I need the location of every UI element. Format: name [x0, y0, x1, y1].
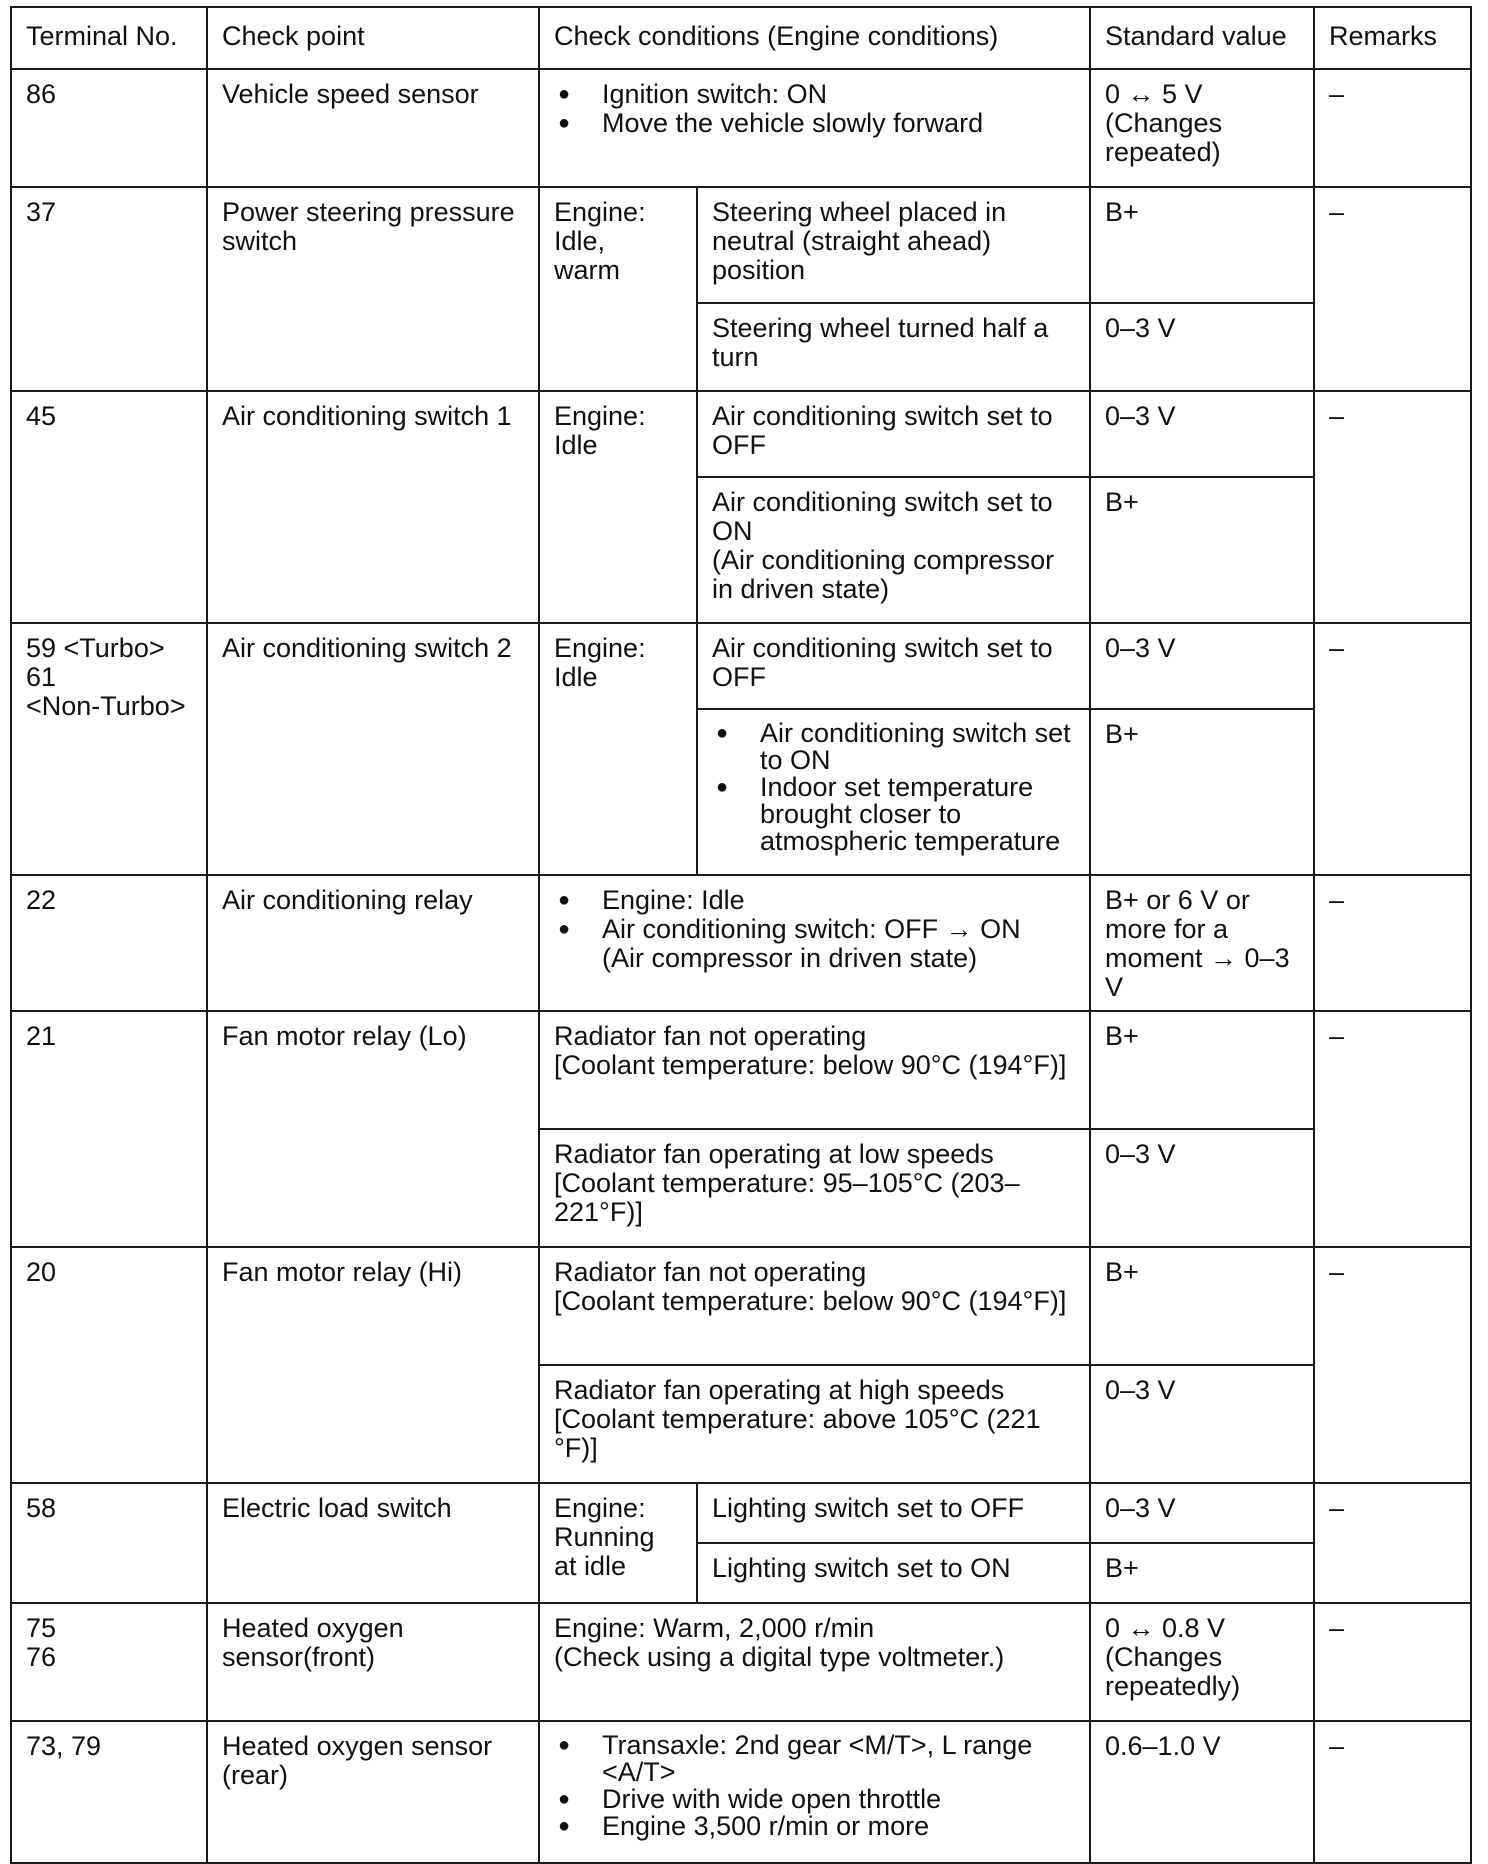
engine-cell [539, 1483, 697, 1603]
condition-item: ● Engine: Idle [554, 886, 1075, 915]
terminal-cell: 20 [11, 1247, 207, 1483]
sub-condition-cell: Air conditioning switch set to OFF [697, 391, 1090, 477]
engine-line: Idle, [554, 226, 606, 256]
standard-line: (Changes repeatedly) [1105, 1642, 1241, 1701]
terminal-check-table [10, 6, 1472, 1864]
remarks-cell: – [1314, 1603, 1471, 1721]
condition-item: ● Move the vehicle slowly forward [554, 109, 1075, 138]
header-remarks: Remarks [1314, 7, 1471, 69]
table-row [11, 623, 1471, 709]
remarks-cell: – [1314, 875, 1471, 1011]
remarks-cell: – [1314, 1011, 1471, 1247]
standard-cell [1090, 69, 1314, 187]
standard-cell: B+ [1090, 187, 1314, 303]
standard-line: repeated) [1105, 137, 1221, 167]
terminal-cell: 73, 79 [11, 1721, 207, 1863]
standard-cell: 0–3 V [1090, 1365, 1314, 1483]
remarks-cell: – [1314, 1483, 1471, 1603]
standard-cell [1090, 1603, 1314, 1721]
standard-cell: B+ [1090, 1247, 1314, 1365]
standard-cell: B+ [1090, 1011, 1314, 1129]
terminal-line: <Non-Turbo> [26, 691, 186, 721]
condition-note: (Air conditioning compressor in driven state) [712, 545, 1055, 604]
standard-cell: 0–3 V [1090, 623, 1314, 709]
condition-line: Air conditioning switch set to ON [712, 487, 1053, 546]
engine-line: at idle [554, 1551, 627, 1581]
check-point-cell: Air conditioning switch 2 [207, 623, 539, 875]
terminal-cell: 58 [11, 1483, 207, 1603]
remarks-cell: – [1314, 69, 1471, 187]
engine-line: Engine: [554, 1493, 646, 1523]
conditions-cell [539, 875, 1090, 1011]
check-point-cell: Heated oxygen sensor (rear) [207, 1721, 539, 1863]
header-terminal: Terminal No. [11, 7, 207, 69]
table-row [11, 1721, 1471, 1863]
condition-note: [Coolant temperature: 95–105°C (203–221°F)] [554, 1168, 1020, 1227]
condition-line: Radiator fan operating at low speeds [554, 1139, 994, 1169]
table-row [11, 1247, 1471, 1365]
terminal-line: 59 <Turbo> [26, 633, 165, 663]
condition-line: Engine: Warm, 2,000 r/min [554, 1613, 875, 1643]
condition-note: [Coolant temperature: below 90°C (194°F)] [554, 1286, 1067, 1316]
engine-line: Running [554, 1522, 655, 1552]
sub-condition-cell: Lighting switch set to ON [697, 1543, 1090, 1603]
terminal-line: 76 [26, 1642, 57, 1672]
check-point-cell: Power steering pressure switch [207, 187, 539, 391]
sub-condition-cell: Lighting switch set to OFF [697, 1483, 1090, 1543]
table-row [11, 875, 1471, 1011]
standard-cell: 0–3 V [1090, 303, 1314, 391]
standard-line: 0 ↔ 5 V [1105, 79, 1203, 109]
check-point-cell: Fan motor relay (Hi) [207, 1247, 539, 1483]
standard-line: 0 ↔ 0.8 V [1105, 1613, 1226, 1643]
table-row [11, 1603, 1471, 1721]
condition-item: ● Drive with wide open throttle [554, 1786, 1075, 1813]
standard-cell: 0–3 V [1090, 1483, 1314, 1543]
sub-condition-cell [539, 1365, 1090, 1483]
standard-cell: 0–3 V [1090, 391, 1314, 477]
condition-item: ● Engine 3,500 r/min or more [554, 1813, 1075, 1840]
remarks-cell: – [1314, 391, 1471, 623]
engine-line: Engine: [554, 401, 646, 431]
engine-line: Engine: [554, 633, 646, 663]
check-point-cell: Fan motor relay (Lo) [207, 1011, 539, 1247]
condition-line: Radiator fan not operating [554, 1021, 867, 1051]
condition-line: Radiator fan not operating [554, 1257, 867, 1287]
sub-condition-cell [539, 1011, 1090, 1129]
table-row [11, 1011, 1471, 1129]
sub-condition-cell: Air conditioning switch set to OFF [697, 623, 1090, 709]
check-point-cell: Air conditioning switch 1 [207, 391, 539, 623]
standard-cell: B+ or 6 V or more for a moment → 0–3 V [1090, 875, 1314, 1011]
conditions-cell [539, 1603, 1090, 1721]
standard-cell: 0–3 V [1090, 1129, 1314, 1247]
standard-cell: B+ [1090, 1543, 1314, 1603]
terminal-cell: 37 [11, 187, 207, 391]
condition-line: Radiator fan operating at high speeds [554, 1375, 1005, 1405]
sub-condition-cell [539, 1247, 1090, 1365]
engine-line: Idle [554, 430, 598, 460]
engine-line: Engine: [554, 197, 646, 227]
terminal-cell [11, 623, 207, 875]
standard-line: (Changes [1105, 108, 1223, 138]
terminal-cell: 86 [11, 69, 207, 187]
table-header-row [11, 7, 1471, 69]
terminal-cell: 45 [11, 391, 207, 623]
table-row [11, 1483, 1471, 1543]
check-point-cell: Heated oxygen sensor(front) [207, 1603, 539, 1721]
condition-note: (Air compressor in driven state) [602, 943, 978, 973]
condition-item: ● Air conditioning switch: OFF → ON [554, 915, 1075, 944]
engine-cell [539, 187, 697, 391]
condition-item: ● Ignition switch: ON [554, 80, 1075, 109]
standard-cell: 0.6–1.0 V [1090, 1721, 1314, 1863]
engine-cell [539, 623, 697, 875]
condition-item: ● Indoor set temperature brought closer to atmospheric temperature [712, 774, 1075, 855]
engine-cell [539, 391, 697, 623]
check-point-cell: Air conditioning relay [207, 875, 539, 1011]
remarks-cell: – [1314, 623, 1471, 875]
sub-condition-cell [539, 1129, 1090, 1247]
sub-condition-cell: Steering wheel placed in neutral (straight ahead) position [697, 187, 1090, 303]
remarks-cell: – [1314, 1247, 1471, 1483]
table-row [11, 391, 1471, 477]
table-row [11, 187, 1471, 303]
terminal-cell: 22 [11, 875, 207, 1011]
sub-condition-cell [697, 709, 1090, 875]
check-point-cell: Vehicle speed sensor [207, 69, 539, 187]
check-point-cell: Electric load switch [207, 1483, 539, 1603]
remarks-cell: – [1314, 187, 1471, 391]
header-conditions: Check conditions (Engine conditions) [539, 7, 1090, 69]
condition-note: (Check using a digital type voltmeter.) [554, 1642, 1005, 1672]
engine-line: Idle [554, 662, 598, 692]
terminal-line: 75 [26, 1613, 57, 1643]
condition-note: [Coolant temperature: below 90°C (194°F)] [554, 1050, 1067, 1080]
condition-item: ● Transaxle: 2nd gear <M/T>, L range <A/T> [554, 1732, 1075, 1786]
table-row [11, 69, 1471, 187]
terminal-cell: 21 [11, 1011, 207, 1247]
conditions-cell [539, 69, 1090, 187]
standard-cell: B+ [1090, 477, 1314, 623]
header-check-point: Check point [207, 7, 539, 69]
standard-cell: B+ [1090, 709, 1314, 875]
condition-note: [Coolant temperature: above 105°C (221 °F)] [554, 1404, 1041, 1463]
header-standard: Standard value [1090, 7, 1314, 69]
terminal-cell [11, 1603, 207, 1721]
remarks-cell: – [1314, 1721, 1471, 1863]
condition-item: ● Air conditioning switch set to ON [712, 720, 1075, 774]
sub-condition-cell: Steering wheel turned half a turn [697, 303, 1090, 391]
conditions-cell [539, 1721, 1090, 1863]
engine-line: warm [554, 255, 620, 285]
sub-condition-cell [697, 477, 1090, 623]
terminal-line: 61 [26, 662, 57, 692]
